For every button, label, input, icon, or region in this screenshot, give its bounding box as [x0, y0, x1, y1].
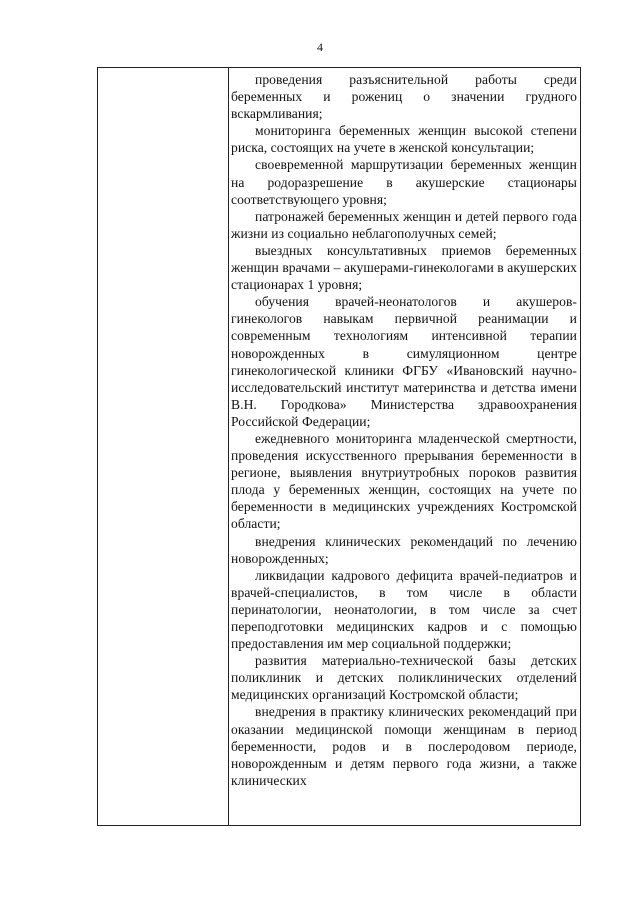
table-left-column [98, 68, 229, 825]
list-item: внедрения клинических рекомендаций по лечению новорожденных; [231, 533, 577, 566]
list-item: патронажей беременных женщин и детей первого года жизни из социально неблагополучных семей; [231, 208, 577, 241]
list-item: проведения разъяснительной работы среди беременных и рожениц о значении грудного вскармливания; [231, 72, 577, 122]
list-item: обучения врачей-неонатологов и акушеров-гинекологов навыкам первичной реанимации и современным технологиям интенсивной терапии новорожденных в симуляционном центре гинекологической клиники ФГБУ «Ивановский научно-исследовательский институт материнства и детства имени В.Н. Городкова» Министерства здравоохранения Российской Федерации; [231, 294, 577, 429]
list-item: ежедневного мониторинга младенческой смертности, проведения искусственного прерывания беременности в регионе, выявления внутриутробных пороков развития плода у беременных женщин, состоящих на учете по беременности в медицинских учреждениях Костромской области; [231, 430, 577, 532]
table-right-column [231, 71, 577, 825]
list-item: выездных консультативных приемов беременных женщин врачами – акушерами-гинекологами в акушерских стационарах 1 уровня; [231, 242, 577, 293]
list-item: ликвидации кадрового дефицита врачей-педиатров и врачей-специалистов, в том числе в области перинатологии, неонатологии, в том числе за счет переподготовки медицинских кадров и с помощью предоставления им мер социальной поддержки; [231, 567, 577, 652]
document-table [97, 67, 581, 826]
list-item: мониторинга беременных женщин высокой степени риска, состоящих на учете в женской консультации; [231, 123, 577, 156]
list-item: своевременной маршрутизации беременных женщин на родоразрешение в акушерские стационары соответствующего уровня; [231, 157, 577, 207]
list-item: развития материально-технической базы детских поликлиник и детских поликлинических отделений медицинских организаций Костромской области; [231, 653, 577, 703]
page-number: 4 [317, 40, 323, 54]
list-item: внедрения в практику клинических рекомендаций при оказании медицинской помощи женщинам в период беременности, родов и в послеродовом периоде, новорожденным и детям первого года жизни, а также клинических [231, 704, 577, 788]
